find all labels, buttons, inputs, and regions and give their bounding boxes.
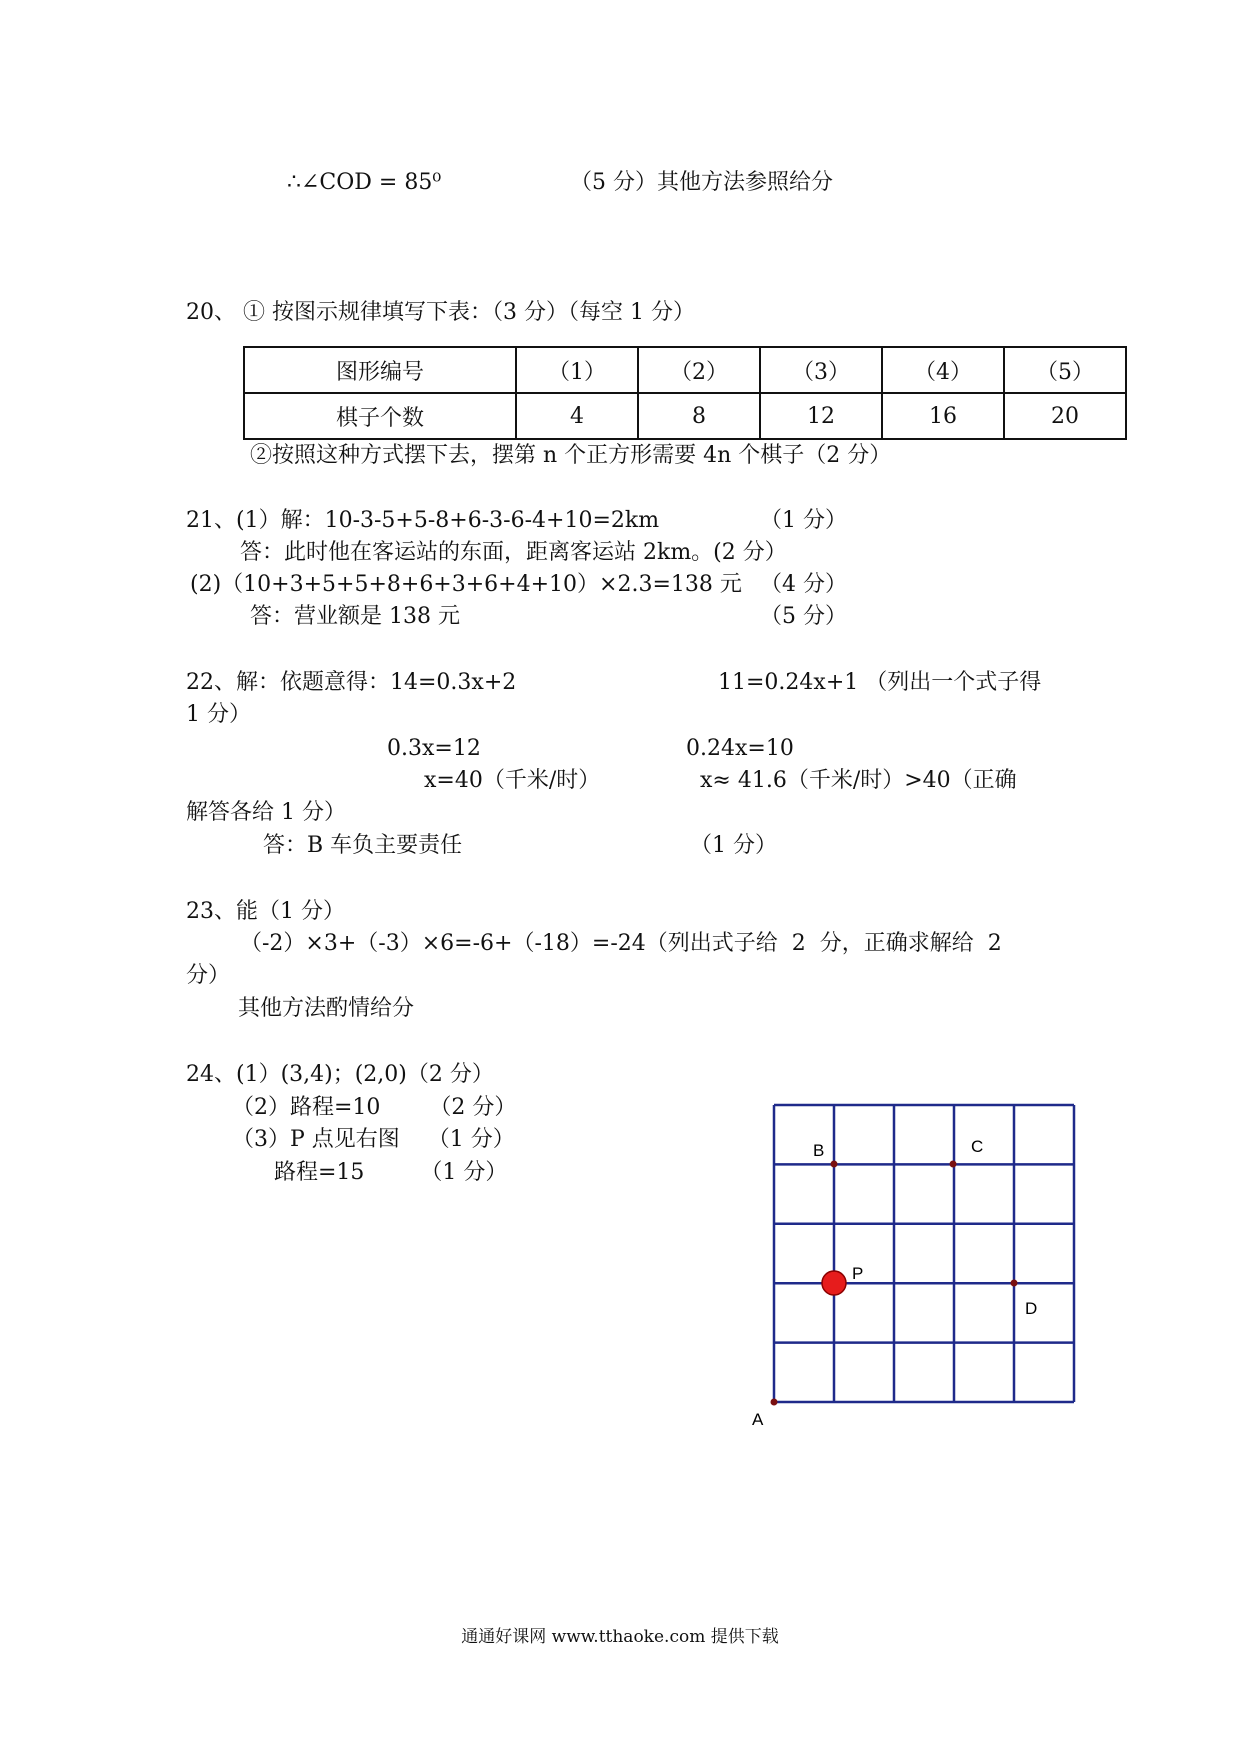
q23-line1: 23、能（1 分） bbox=[186, 899, 345, 924]
q21-line4-score: （5 分） bbox=[760, 604, 847, 629]
q23-line2: （-2）×3+（-3）×6=-6+（-18）=-24（列出式子给 2 分，正确求解给 2 bbox=[240, 931, 1002, 956]
q22-line3b: 0.24x=10 bbox=[686, 736, 794, 761]
table-cell: （5） bbox=[1004, 347, 1126, 393]
q24-line4: 路程=15 （1 分） bbox=[274, 1160, 508, 1185]
q24-line2: （2）路程=10 （2 分） bbox=[232, 1095, 517, 1120]
point-d-marker bbox=[1011, 1280, 1018, 1287]
q20-note: ②按照这种方式摆下去，摆第 n 个正方形需要 4n 个棋子（2 分） bbox=[250, 443, 892, 468]
table-row bbox=[244, 393, 1126, 439]
q21-line1: 21、(1）解：10-3-5+5-8+6-3-6-4+10=2km bbox=[186, 508, 660, 533]
label-p: P bbox=[852, 1264, 864, 1283]
q20-heading: 20、 ① 按图示规律填写下表：（3 分）（每空 1 分） bbox=[186, 300, 695, 325]
q22-line2: 1 分） bbox=[186, 702, 251, 727]
point-b-marker bbox=[831, 1161, 838, 1168]
q22-line5: 解答各给 1 分） bbox=[186, 800, 346, 825]
table-cell: 12 bbox=[760, 393, 882, 439]
label-c: C bbox=[971, 1137, 984, 1156]
table-header-figure-number: 图形编号 bbox=[244, 347, 516, 393]
q24-line3: （3）P 点见右图 （1 分） bbox=[232, 1127, 515, 1152]
label-d: D bbox=[1025, 1299, 1038, 1318]
q23-line4: 其他方法酌情给分 bbox=[238, 996, 415, 1021]
coordinate-grid-diagram bbox=[740, 1100, 1100, 1440]
point-p-marker bbox=[822, 1271, 846, 1295]
q21-line4: 答：营业额是 138 元 bbox=[250, 604, 460, 629]
table-header-piece-count: 棋子个数 bbox=[244, 393, 516, 439]
cod-equation: ∴∠COD = 85⁰ bbox=[287, 170, 442, 195]
table-cell: （3） bbox=[760, 347, 882, 393]
q23-line3: 分） bbox=[186, 963, 231, 988]
q20-table bbox=[243, 346, 1127, 440]
q24-line1: 24、(1）(3,4)；(2,0)（2 分） bbox=[186, 1062, 494, 1087]
footer: 通通好课网 www.tthaoke.com 提供下载 bbox=[461, 1627, 779, 1647]
q21-line3-score: （4 分） bbox=[760, 572, 847, 597]
cod-note: （5 分）其他方法参照给分 bbox=[570, 170, 833, 195]
table-cell: （2） bbox=[638, 347, 760, 393]
q22-line1a: 22、解：依题意得：14=0.3x+2 bbox=[186, 670, 517, 695]
point-a-marker bbox=[771, 1399, 778, 1406]
q22-line4a: x=40（千米/时） bbox=[424, 768, 601, 793]
table-cell: 20 bbox=[1004, 393, 1126, 439]
table-row bbox=[244, 347, 1126, 393]
label-a: A bbox=[752, 1410, 764, 1429]
table-cell: （1） bbox=[516, 347, 638, 393]
q22-line4b: x≈ 41.6（千米/时）>40（正确 bbox=[700, 768, 1017, 793]
label-b: B bbox=[813, 1141, 825, 1160]
q22-line1b: 11=0.24x+1 （列出一个式子得 bbox=[718, 670, 1042, 695]
q22-line6-score: （1 分） bbox=[690, 833, 777, 858]
table-cell: 8 bbox=[638, 393, 760, 439]
q21-line3: (2)（10+3+5+5+8+6+3+6+4+10）×2.3=138 元 bbox=[190, 572, 742, 597]
table-cell: （4） bbox=[882, 347, 1004, 393]
q21-line2: 答：此时他在客运站的东面，距离客运站 2km。(2 分） bbox=[240, 540, 787, 565]
point-c-marker bbox=[950, 1161, 957, 1168]
q22-line6: 答：B 车负主要责任 bbox=[263, 833, 463, 858]
table-cell: 16 bbox=[882, 393, 1004, 439]
q21-line1-score: （1 分） bbox=[760, 508, 847, 533]
table-cell: 4 bbox=[516, 393, 638, 439]
q22-line3a: 0.3x=12 bbox=[387, 736, 481, 761]
